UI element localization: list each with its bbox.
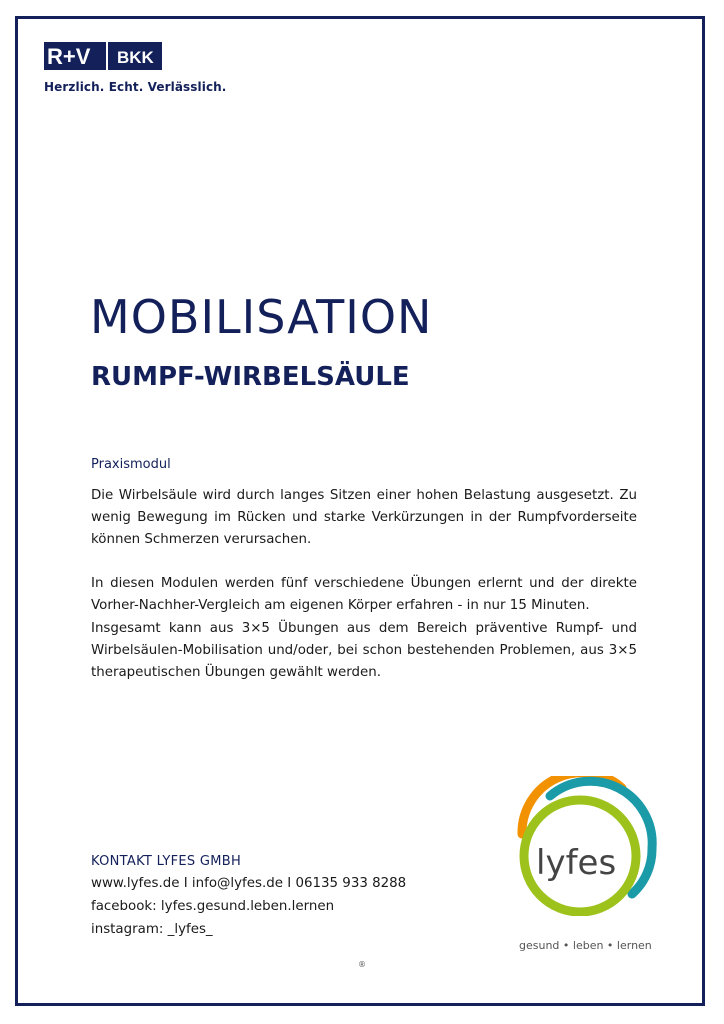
lyfes-tagline: gesund • leben • lernen <box>519 939 652 952</box>
lyfes-logo <box>512 776 662 916</box>
page-title: MOBILISATION <box>90 290 433 344</box>
rv-bkk-logo-mark <box>44 42 162 70</box>
page-subtitle: RUMPF-WIRBELSÄULE <box>91 362 410 392</box>
module-paragraph: In diesen Modulen werden fünf verschiedene Übungen erlernt und der direkte Vorher-Nachher-Vergleich am eigenen Körper erfahren - in nur 15 Minuten. <box>91 576 637 613</box>
svg-text:R+V: R+V <box>47 44 91 69</box>
contact-facebook[interactable]: facebook: lyfes.gesund.leben.lernen <box>91 899 335 914</box>
registered-mark: ® <box>358 960 366 969</box>
svg-text:lyfes: lyfes <box>536 843 617 883</box>
contact-web-email-phone[interactable]: www.lyfes.de I info@lyfes.de I 06135 933 8288 <box>91 876 407 891</box>
exercise-paragraph: Insgesamt kann aus 3×5 Übungen aus dem Bereich präventive Rumpf- und Wirbelsäulen-Mobilisation und/oder, bei schon bestehenden Problemen, aus 3×5 therapeutischen Übungen gewählt werden. <box>91 621 637 680</box>
intro-paragraph: Die Wirbelsäule wird durch langes Sitzen einer hohen Belastung ausgesetzt. Zu wenig Bewegung im Rücken und starke Verkürzungen in der Rumpfvorderseite können Schmerzen verursachen. <box>91 488 637 547</box>
rv-bkk-logo <box>44 42 227 94</box>
section-label: Praxismodul <box>91 457 171 472</box>
contact-title: KONTAKT LYFES GMBH <box>91 854 242 869</box>
contact-instagram[interactable]: instagram: _lyfes_ <box>91 922 213 937</box>
svg-text:BKK: BKK <box>117 48 154 67</box>
logo-tagline: Herzlich. Echt. Verlässlich. <box>44 80 227 94</box>
